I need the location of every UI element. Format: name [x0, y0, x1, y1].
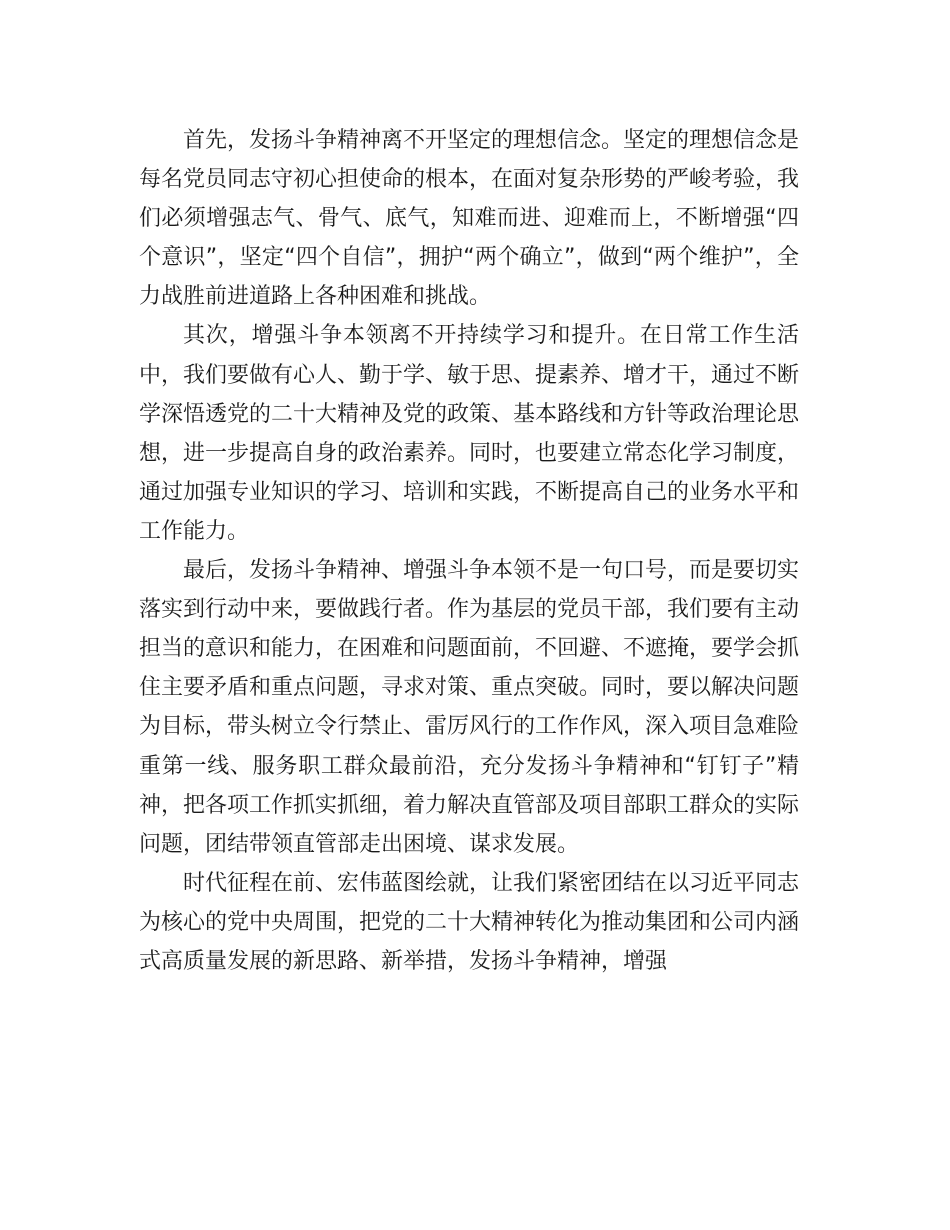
document-body: [139, 121, 799, 981]
paragraph-closing: 时代征程在前、宏伟蓝图绘就，让我们紧密团结在以习近平同志为核心的党中央周围，把党的二十大精神转化为推动集团和公司内涵式高质量发展的新思路、新举措，发扬斗争精神，增强: [139, 870, 800, 974]
paragraph-first: 首先，发扬斗争精神离不开坚定的理想信念。坚定的理想信念是每名党员同志守初心担使命的根本，在面对复杂形势的严峻考验，我们必须增强志气、骨气、底气，知难而进、迎难而上，不断增强“四个意识”，坚定“四个自信”，拥护“两个确立”，做到“两个维护”，全力战胜前进道路上各种困难和挑战。: [139, 128, 800, 310]
paragraph-second: 其次，增强斗争本领离不开持续学习和提升。在日常工作生活中，我们要做有心人、勤于学、敏于思、提素养、增才干，通过不断学深悟透党的二十大精神及党的政策、基本路线和方针等政治理论思想，进一步提高自身的政治素养。同时，也要建立常态化学习制度，通过加强专业知识的学习、培训和实践，不断提高自己的业务水平和工作能力。: [139, 323, 800, 544]
paragraph-last: 最后，发扬斗争精神、增强斗争本领不是一句口号，而是要切实落实到行动中来，要做践行者。作为基层的党员干部，我们要有主动担当的意识和能力，在困难和问题面前，不回避、不遮掩，要学会抓住主要矛盾和重点问题，寻求对策、重点突破。同时，要以解决问题为目标，带头树立令行禁止、雷厉风行的工作作风，深入项目急难险重第一线、服务职工群众最前沿，充分发扬斗争精神和“钉钉子”精神，把各项工作抓实抓细，着力解决直管部及项目部职工群众的实际问题，团结带领直管部走出困境、谋求发展。: [139, 558, 800, 857]
